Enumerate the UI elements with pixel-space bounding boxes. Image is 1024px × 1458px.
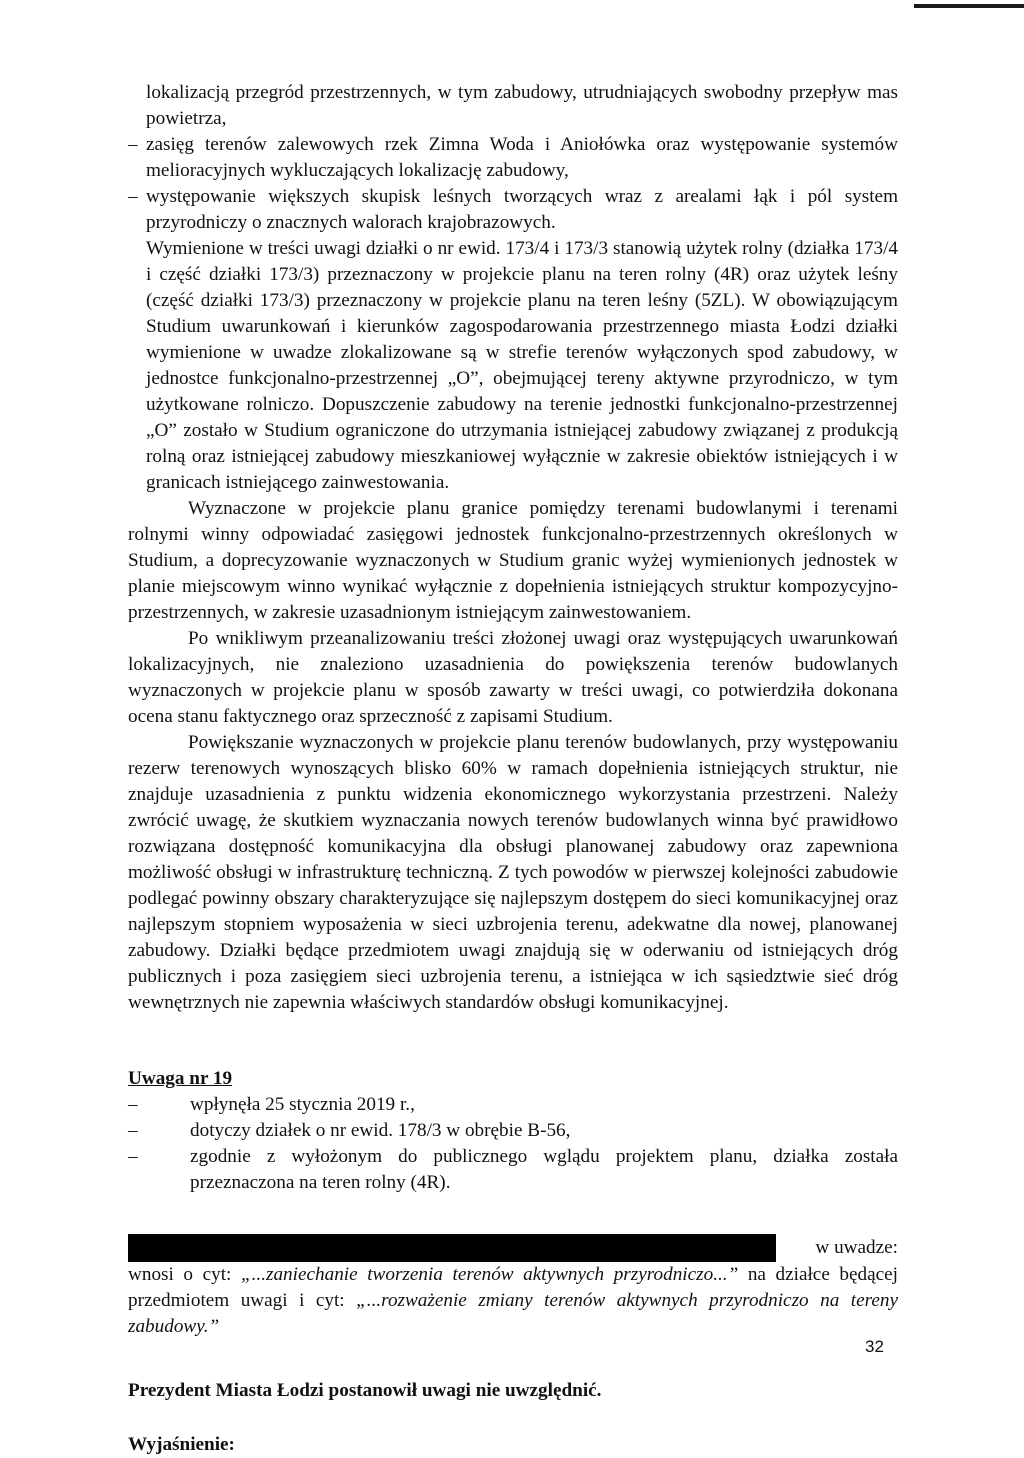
request-paragraph: [128, 1262, 898, 1340]
explanation-label: Wyjaśnienie:: [128, 1434, 235, 1455]
page-number: 32: [865, 1337, 884, 1356]
paragraph-analysis: Po wnikliwym przeanalizowaniu treści złożonej uwagi oraz występujących uwarunkowań lokalizacyjnych, nie znaleziono uzasadnienia do powiększenia terenów budowlanych wyznaczonych w projekcie planu w sposób zawarty w treści uwagi, co potwierdziła dokonana ocena stanu faktycznego oraz sprzeczność z zapisami Studium.: [128, 628, 898, 727]
paragraph-expansion: Powiększanie wyznaczonych w projekcie planu terenów budowlanych, przy występowaniu rezerw terenowych wynoszących blisko 60% w ramach dopełnienia istniejących struktur, nie znajduje uzasadnienia z punktu widzenia ekonomicznego wykorzystania przestrzeni. Należy zwrócić uwagę, że skutkiem wyznaczania nowych terenów budowlanych winna być prawidłowo rozwiązana dostępność komunikacyjna dla obsługi planowanej zabudowy oraz zapewniona możliwość obsługi w infrastrukturę techniczną. Z tych powodów w pierwszej kolejności zabudowie podlegać powinny obszary charakteryzujące się najlepszym dostępem do sieci komunikacyjnej oraz najlepszym stopniem wyposażenia w sieci uzbrojenia terenu, adekwatne dla nowej, planowanej zabudowy. Działki będące przedmiotem uwagi znajdują się w oderwaniu od istniejących dróg publicznych i poza zasięgiem sieci uzbrojenia terenu, a istniejąca w ich sąsiedztwie sieć dróg wewnętrznych nie zapewnia właściwych standardów obsługi komunikacyjnej.: [128, 732, 898, 1013]
redaction-bar: [128, 1234, 776, 1262]
decision-statement: Prezydent Miasta Łodzi postanowił uwagi nie uwzględnić.: [128, 1380, 602, 1401]
list-item: – zasięg terenów zalewowych rzek Zimna Woda i Aniołówka oraz występowanie systemów melioracyjnych wykluczających lokalizację zabudowy,: [128, 132, 898, 184]
list-item: – występowanie większych skupisk leśnych tworzących wraz z arealami łąk i pól system przyrodniczy o znacznych walorach krajobrazowych.: [128, 184, 898, 236]
top-edge-rule: [914, 4, 1024, 8]
remark-details-list: [128, 1092, 898, 1196]
conditions-list: [128, 132, 898, 236]
paragraph-plots-description: Wymienione w treści uwagi działki o nr ewid. 173/4 i 173/3 stanowią użytek rolny (działka 173/4 i część działki 173/3) przeznaczony w projekcie planu na teren rolny (4R) oraz użytek leśny (część działki 173/3) przeznaczony w projekcie planu na teren leśny (5ZL). W obowiązującym Studium uwarunkowań i kierunków zagospodarowania przestrzennego miasta Łodzi działki wymienione w uwadze zlokalizowane są w strefie terenów wyłączonych spod zabudowy, w jednostce funkcjonalno-przestrzennej „O”, obejmującej tereny aktywne przyrodniczo, w tym użytkowane rolniczo. Dopuszczenie zabudowy na terenie jednostki funkcjonalno-przestrzennej „O” zostało w Studium ograniczone do utrzymania istniejącej zabudowy związanej z produkcją rolną oraz istniejącej zabudowy mieszkaniowej wyłącznie w zakresie obiektów istniejących i w granicach istniejącego zainwestowania.: [146, 238, 898, 493]
section-heading: Uwaga nr 19: [128, 1068, 233, 1089]
request-start: wnosi o cyt:: [128, 1264, 241, 1285]
list-item: – wpłynęła 25 stycznia 2019 r.,: [128, 1092, 898, 1118]
list-item: – zgodnie z wyłożonym do publicznego wglądu projektem planu, działka została przeznaczona na teren rolny (4R).: [128, 1144, 898, 1196]
document-page: [128, 80, 898, 1458]
redaction-suffix: w uwadze:: [815, 1237, 898, 1258]
quote-first: „...zaniechanie tworzenia terenów aktywnych przyrodniczo...”: [240, 1264, 739, 1285]
redacted-line: [128, 1234, 898, 1262]
list-item: – dotyczy działek o nr ewid. 178/3 w obrębie B-56,: [128, 1118, 898, 1144]
continued-paragraph: lokalizacją przegród przestrzennych, w tym zabudowy, utrudniających swobodny przepływ mas powietrza,: [146, 82, 898, 129]
quote-second: „...rozważenie zmiany terenów aktywnych przyrodniczo na tereny zabudowy.”: [128, 1290, 898, 1337]
paragraph-plan-boundaries: Wyznaczone w projekcie planu granice pomiędzy terenami budowlanymi i terenami rolnymi winny odpowiadać zasięgowi jednostek funkcjonalno-przestrzennych określonych w Studium, a doprecyzowanie wyznaczonych w Studium granic wyżej wymienionych jednostek w planie miejscowym winno wynikać wyłącznie z dopełnienia istniejących struktur kompozycyjno-przestrzennych, w zakresie uzasadnionym istniejącym zainwestowaniem.: [128, 498, 898, 623]
request-middle: na działce będącej przedmiotem uwagi i cyt:: [128, 1264, 899, 1311]
